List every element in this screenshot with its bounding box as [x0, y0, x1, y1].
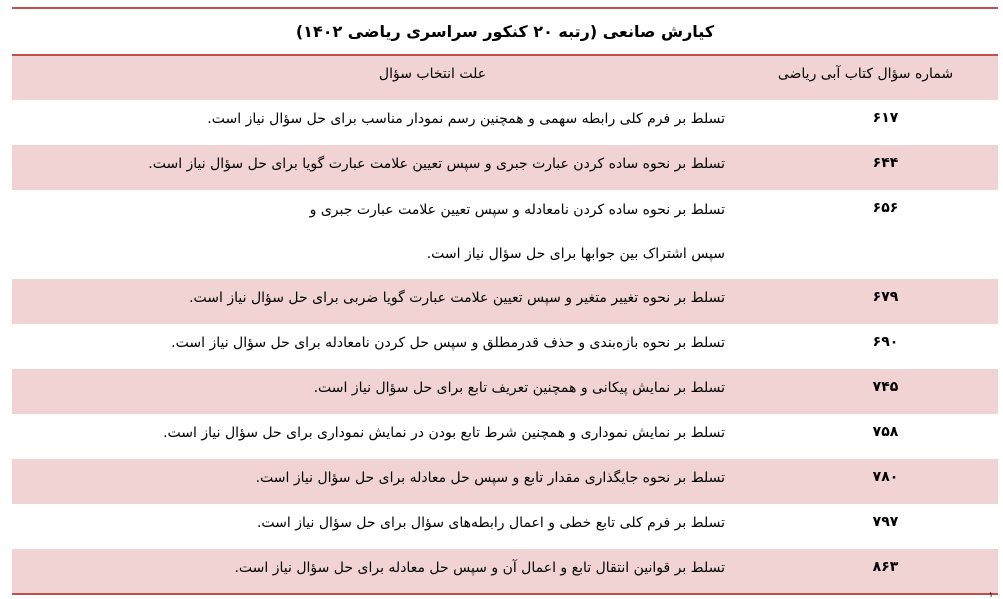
reason-text: تسلط بر نمایش پیکانی و همچنین تعریف تابع برای حل سؤال نیاز است. [313, 380, 725, 396]
reason-text: تسلط بر نحوه جایگذاری مقدار تابع و سپس حل معادله برای حل سؤال نیاز است. [255, 470, 725, 486]
header-reason: علت انتخاب سؤال [378, 66, 487, 82]
table-row [12, 459, 998, 504]
table-row [12, 504, 998, 549]
page-title: کیارش صانعی (رتبه ۲۰ کنکور سراسری ریاضی ۱۴۰۲) [12, 7, 998, 54]
selection-reason [12, 324, 733, 369]
question-number: ۶۹۰ [872, 334, 899, 350]
selection-reason [12, 145, 733, 190]
reason-text: تسلط بر فرم کلی تابع خطی و اعمال رابطه‌های سؤال برای حل سؤال نیاز است. [256, 515, 725, 531]
selection-reason [12, 414, 733, 459]
table-row [12, 145, 998, 190]
questions-table [12, 54, 998, 595]
selection-reason [12, 279, 733, 324]
question-number: ۷۴۵ [872, 379, 899, 395]
table-row [12, 324, 998, 369]
selection-reason [12, 369, 733, 414]
reason-text: تسلط بر نحوه بازه‌بندی و حذف قدرمطلق و سپس حل کردن نامعادله برای حل سؤال نیاز است. [171, 335, 725, 351]
question-number: ۷۵۸ [872, 424, 899, 440]
selection-reason [12, 549, 733, 594]
question-number: ۶۱۷ [872, 110, 899, 126]
selection-reason [12, 504, 733, 549]
question-number: ۷۹۷ [872, 514, 899, 530]
question-number: ۸۶۳ [872, 559, 899, 575]
report-page [12, 7, 998, 595]
reason-text: تسلط بر نمایش نموداری و همچنین شرط تابع بودن در نمایش نموداری برای حل سؤال نیاز است. [163, 425, 725, 441]
table-row [12, 414, 998, 459]
question-number: ۶۴۴ [872, 155, 899, 171]
reason-text: تسلط بر نحوه تغییر متغیر و سپس تعیین علامت عبارت گویا ضربی برای حل سؤال نیاز است. [189, 290, 725, 306]
selection-reason [12, 100, 733, 145]
reason-text: تسلط بر قوانین انتقال تابع و اعمال آن و سپس حل معادله برای حل سؤال نیاز است. [234, 560, 725, 576]
selection-reason [12, 459, 733, 504]
question-number: ۶۵۶ [872, 200, 899, 216]
page-number-mark: ۱ [988, 590, 993, 599]
table-header-row [12, 55, 998, 100]
table-row [12, 549, 998, 594]
question-number: ۷۸۰ [872, 469, 899, 485]
reason-text: تسلط بر فرم کلی رابطه سهمی و همچنین رسم نمودار مناسب برای حل سؤال نیاز است. [207, 111, 725, 127]
header-question-number: شماره سؤال کتاب آبی ریاضی [777, 66, 954, 82]
reason-text: تسلط بر نحوه ساده کردن عبارت جبری و سپس تعیین علامت عبارت گویا برای حل سؤال نیاز است. [148, 156, 725, 172]
selection-reason [12, 190, 733, 279]
table-row [12, 100, 998, 145]
question-number: ۶۷۹ [872, 289, 899, 305]
table-row [12, 190, 998, 279]
reason-text: تسلط بر نحوه ساده کردن نامعادله و سپس تعیین علامت عبارت جبری و سپس اشتراک بین جوابها برای حل سؤال نیاز است. [309, 202, 725, 262]
table-row [12, 279, 998, 324]
table-row [12, 369, 998, 414]
